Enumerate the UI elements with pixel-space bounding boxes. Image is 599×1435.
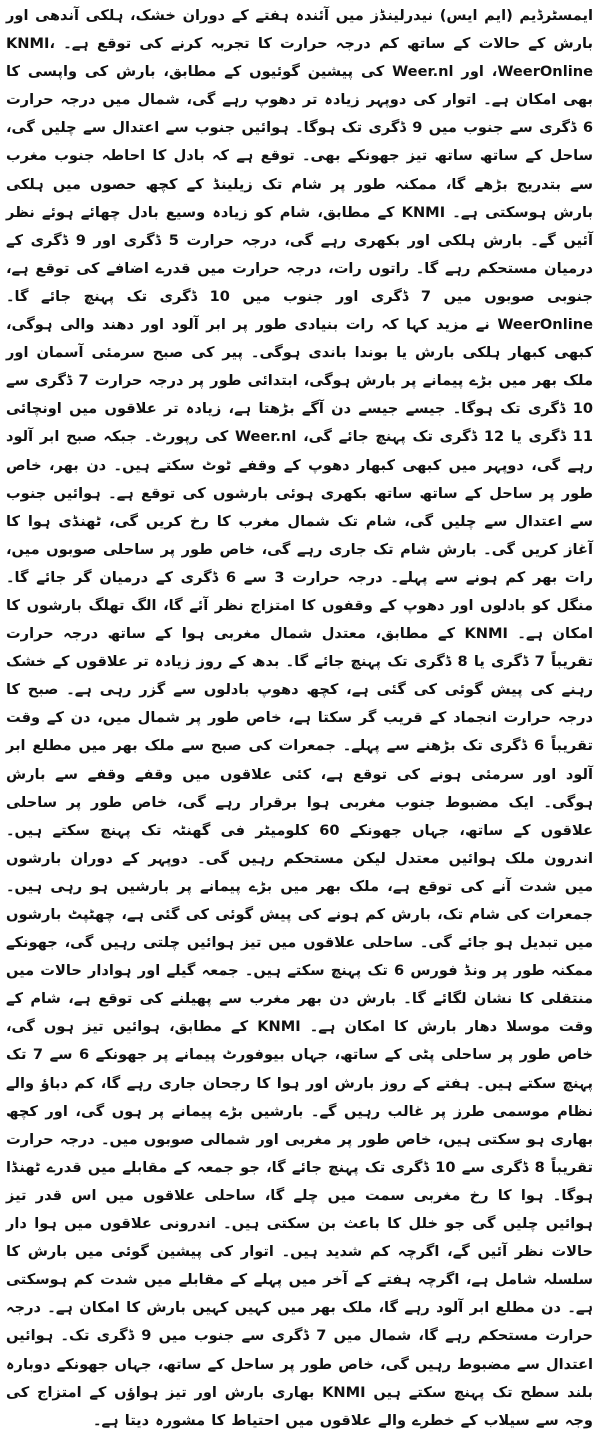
article-body: ایمسٹرڈیم (ایم ایس) نیدرلینڈز میں آئندہ ہفتے کے دوران خشک، ہلکی آندھی اور بارش کے حالات کے ساتھ کم درجہ حرارت کا تجربہ کرنے کی توقع ہے۔ KNMI، WeerOnline، اور Weer.nl کی پیشین گوئیوں کے مطابق، بارش کی واپسی کا بھی امکان ہے۔ اتوار کی دوپہر زیادہ تر دھوپ رہے گی، شمال میں درجہ حرارت 6 ڈگری سے جنوب میں 9 ڈگری تک ہوگا۔ ہوائیں جنوب سے اعتدال سے چلیں گی، ساحل کے ساتھ ساتھ تیز جھونکے بھی۔ توقع ہے کہ بادل کا احاطہ جنوب مغرب سے بتدریج بڑھے گا، ممکنہ طور پر شام تک زیلینڈ کے کچھ حصوں میں ہلکی بارش ہوسکتی ہے۔ KNMI کے مطابق، شام کو زیادہ وسیع بادل چھائے ہوئے نظر آئیں گے۔ بارش ہلکی اور بکھری رہے گی، درجہ حرارت 5 ڈگری اور 9 ڈگری کے درمیان مستحکم رہے گا۔ راتوں رات، درجہ حرارت میں قدرے اضافے کی توقع ہے، جنوبی صوبوں میں 7 ڈگری اور جنوب میں 10 ڈگری تک پہنچ جائے گا۔ WeerOnline نے مزید کہا کہ رات بنیادی طور پر ابر آلود اور دھند والی ہوگی، کبھی کبھار ہلکی بارش یا بوندا باندی ہوگی۔ پیر کی صبح سرمئی آسمان اور ملک بھر میں بڑے پیمانے پر بارش ہوگی، ابتدائی طور پر درجہ حرارت 7 ڈگری سے 10 ڈگری تک ہوگا۔ جیسے جیسے دن آگے بڑھتا ہے، زیادہ تر علاقوں میں اونچائی 11 ڈگری یا 12 ڈگری تک پہنچ جائے گی، Weer.nl کی رپورٹ۔ جبکہ صبح ابر آلود رہے گی، دوپہر میں کبھی کبھار دھوپ کے وقفے ٹوٹ سکتے ہیں۔ دن بھر، خاص طور پر ساحل کے ساتھ ساتھ بکھری ہوئی بارشوں کی توقع ہے۔ ہوائیں جنوب سے اعتدال سے چلیں گی، شام تک شمال مغرب کا رخ کریں گی، ٹھنڈی ہوا کا آغاز کریں گی۔ بارش شام تک جاری رہے گی، خاص طور پر ساحلی صوبوں میں، رات بھر کم ہونے سے پہلے۔ درجہ حرارت 3 سے 6 ڈگری کے درمیان گر جائے گا۔ منگل کو بادلوں اور دھوپ کے وقفوں کا امتزاج نظر آئے گا، الگ تھلگ بارشوں کا امکان ہے۔ KNMI کے مطابق، معتدل شمال مغربی ہوا کے ساتھ درجہ حرارت تقریباً 7 ڈگری یا 8 ڈگری تک پہنچ جائے گا۔ بدھ کے روز زیادہ تر علاقوں کے خشک رہنے کی پیش گوئی کی گئی ہے، کچھ دھوپ بادلوں سے گزر رہی ہے۔ صبح کا درجہ حرارت انجماد کے قریب گر سکتا ہے، خاص طور پر شمال میں، دن کے وقت تقریباً 6 ڈگری تک بڑھنے سے پہلے۔ جمعرات کی صبح سے ملک بھر میں مطلع ابر آلود اور سرمئی ہونے کی توقع ہے، کئی علاقوں میں وقفے وقفے سے بارش ہوگی۔ ایک مضبوط جنوب مغربی ہوا برقرار رہے گی، خاص طور پر ساحلی علاقوں کے ساتھ، جہاں جھونکے 60 کلومیٹر فی گھنٹہ تک پہنچ سکتے ہیں۔ اندرون ملک ہوائیں معتدل لیکن مستحکم رہیں گی۔ دوپہر کے دوران بارشوں میں شدت آنے کی توقع ہے، ملک بھر میں بڑے پیمانے پر بارشیں ہو رہی ہیں۔ جمعرات کی شام تک، بارش کم ہونے کی پیش گوئی کی گئی ہے، چھٹپٹ بارشوں میں تبدیل ہو جائے گی۔ ساحلی علاقوں میں تیز ہوائیں چلتی رہیں گی، جھونکے ممکنہ طور پر ونڈ فورس 6 تک پہنچ سکتے ہیں۔ جمعہ گیلے اور ہوادار حالات میں منتقلی کا نشان لگائے گا۔ بارش دن بھر مغرب سے پھیلنے کی توقع ہے، شام کے وقت موسلا دھار بارش کا امکان ہے۔ KNMI کے مطابق، ہوائیں تیز ہوں گی، خاص طور پر ساحلی پٹی کے ساتھ، جہاں بیوفورٹ پیمانے پر جھونکے 6 سے 7 تک پہنچ سکتے ہیں۔ ہفتے کے روز بارش اور ہوا کا رجحان جاری رہے گا، کم دباؤ والے نظام موسمی طرز پر غالب رہیں گے۔ بارشیں بڑے پیمانے پر ہوں گی، اور کچھ بھاری ہو سکتی ہیں، خاص طور پر مغربی اور شمالی صوبوں میں۔ درجہ حرارت تقریباً 8 ڈگری سے 10 ڈگری تک پہنچ جائے گا، جو جمعہ کے مقابلے میں قدرے ٹھنڈا ہوگا۔ ہوا کا رخ مغربی سمت میں چلے گا، ساحلی علاقوں میں اس قدر تیز ہوائیں چلیں گی جو خلل کا باعث بن سکتی ہیں۔ اندرونی علاقوں میں ہوا دار حالات نظر آئیں گے، اگرچہ کم شدید ہیں۔ اتوار کی پیشین گوئی میں بارش کا سلسلہ شامل ہے، اگرچہ ہفتے کے آخر میں پہلے کے مقابلے میں شدت کم ہوسکتی ہے۔ دن مطلع ابر آلود رہے گا، ملک بھر میں کہیں کہیں بارش کا امکان ہے۔ درجہ حرارت مستحکم رہے گا، شمال میں 7 ڈگری سے جنوب میں 9 ڈگری تک۔ ہوائیں اعتدال سے مضبوط رہیں گی، خاص طور پر ساحل کے ساتھ، جہاں جھونکے دوبارہ بلند سطح تک پہنچ سکتے ہیں KNMI بھاری بارش اور تیز ہواؤں کے امتزاج کی وجہ سے سیلاب کے خطرے والے علاقوں میں احتیاط کا مشورہ دیتا ہے۔ bbox=[6, 7, 594, 1429]
